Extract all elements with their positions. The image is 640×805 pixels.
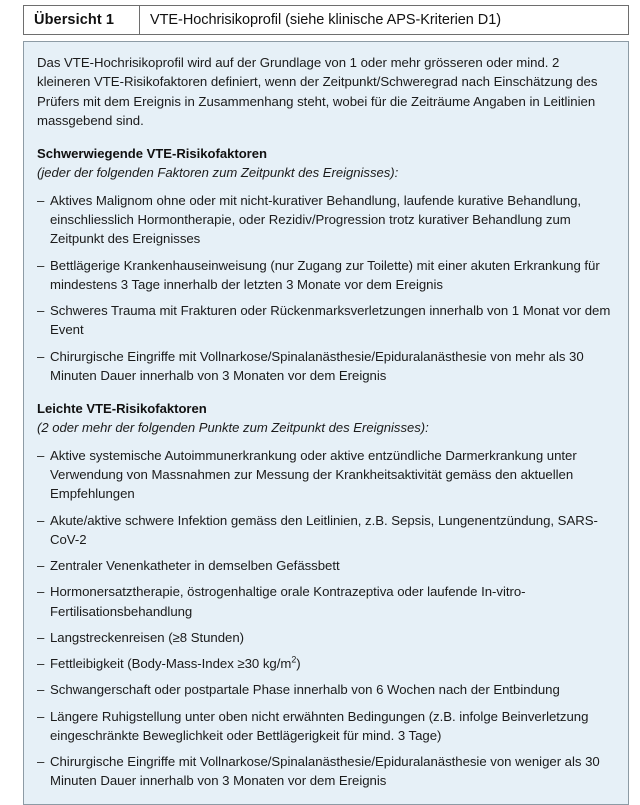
list-item-text: Hormonersatztherapie, östrogenhaltige orale Kontrazeptiva oder laufende In-vitro-Fertilisationsbehandlung <box>50 584 526 619</box>
list-item-text: Schwangerschaft oder postpartale Phase innerhalb von 6 Wochen nach der Entbindung <box>50 682 560 698</box>
list-item-text: Chirurgische Eingriffe mit Vollnarkose/Spinalanästhesie/Epiduralanästhesie von weniger als 30 Minuten Dauer innerhalb von 3 Monaten vor dem Ereignis <box>50 754 600 789</box>
list-item <box>37 680 616 699</box>
risk-factor-list <box>37 191 616 385</box>
dash-bullet-icon: – <box>37 708 45 724</box>
dash-bullet-icon: – <box>37 447 45 463</box>
list-item <box>37 556 616 575</box>
section-subheading: (jeder der folgenden Faktoren zum Zeitpunkt des Ereignisses): <box>37 164 399 180</box>
list-item-text: Aktive systemische Autoimmunerkrankung oder aktive entzündliche Darmerkrankung unter Verwendung von Massnahmen zur Messung der Krankheitsaktivität gemäss den aktuellen Empfehlungen <box>50 447 577 502</box>
list-item <box>37 191 616 249</box>
list-item <box>37 347 616 386</box>
dash-bullet-icon: – <box>37 682 45 698</box>
dash-bullet-icon: – <box>37 512 45 528</box>
figure-number-label: Übersicht 1 <box>34 12 115 28</box>
dash-bullet-icon: – <box>37 257 45 273</box>
list-item <box>37 628 616 647</box>
dash-bullet-icon: – <box>37 656 45 672</box>
dash-bullet-icon: – <box>37 754 45 770</box>
list-item-text: Fettleibigkeit (Body-Mass-Index ≥30 $kg/m^2$) <box>50 654 301 672</box>
risk-factor-list <box>37 446 616 791</box>
list-item-text: Bettlägerige Krankenhauseinweisung (nur Zugang zur Toilette) mit einer akuten Erkrankung für mindestens 3 Tage innerhalb der letzten 3 Monate vor dem Ereignis <box>50 257 600 292</box>
section-minor-risk-factors <box>37 400 616 791</box>
list-item-text: Zentraler Venenkatheter in demselben Gefässbett <box>50 558 340 574</box>
section-heading: Schwerwiegende VTE-Risikofaktoren <box>37 146 267 162</box>
list-item <box>37 707 616 746</box>
dash-bullet-icon: – <box>37 348 45 364</box>
section-heading: Leichte VTE-Risikofaktoren <box>37 401 207 417</box>
list-item <box>37 256 616 295</box>
list-item <box>37 446 616 504</box>
section-subheading: (2 oder mehr der folgenden Punkte zum Zeitpunkt des Ereignisses): <box>37 419 429 435</box>
list-item-text: Längere Ruhigstellung unter oben nicht erwähnten Bedingungen (z.B. infolge Beinverletzung eingeschränkte Beweglichkeit oder Bettlägerigkeit für mind. 3 Tage) <box>50 708 589 743</box>
list-item <box>37 301 616 340</box>
list-item-text: Chirurgische Eingriffe mit Vollnarkose/Spinalanästhesie/Epiduralanästhesie von mehr als 30 Minuten Dauer innerhalb von 3 Monaten vor dem Ereignis <box>50 348 584 383</box>
dash-bullet-icon: – <box>37 192 45 208</box>
figure-header <box>23 5 629 35</box>
intro-paragraph: Das VTE-Hochrisikoprofil wird auf der Grundlage von 1 oder mehr grösseren oder mind. 2 kleineren VTE-Risikofaktoren definiert, wenn der Zeitpunkt/Schweregrad nach Einschätzung des Prüfers mit dem Ereignis in Zusammenhang steht, wobei für die Zeiträume Angaben in Leitlinien massgebend sind. <box>37 55 598 128</box>
list-item <box>37 654 616 673</box>
list-item <box>37 511 616 550</box>
list-item <box>37 752 616 791</box>
dash-bullet-icon: – <box>37 558 45 574</box>
dash-bullet-icon: – <box>37 584 45 600</box>
list-item-text: Aktives Malignom ohne oder mit nicht-kurativer Behandlung, laufende kurative Behandlung, einschliesslich Hormontherapie, oder Rezidiv/Progression trotz kurativer Behandlung zum Zeitpunkt des Ereignisses <box>50 192 582 247</box>
list-item <box>37 582 616 621</box>
dash-bullet-icon: – <box>37 629 45 645</box>
list-item-text: Akute/aktive schwere Infektion gemäss den Leitlinien, z.B. Sepsis, Lungenentzündung, SARS-CoV-2 <box>50 512 598 547</box>
list-item-text: Schweres Trauma mit Frakturen oder Rückenmarksverletzungen innerhalb von 1 Monat vor dem Event <box>50 303 611 338</box>
figure-title: VTE-Hochrisikoprofil (siehe klinische APS-Kriterien D1) <box>150 12 502 28</box>
section-major-risk-factors <box>37 145 616 385</box>
figure-body <box>23 41 629 805</box>
overview-figure <box>23 5 629 805</box>
dash-bullet-icon: – <box>37 303 45 319</box>
list-item-text: Langstreckenreisen (≥8 Stunden) <box>50 629 244 645</box>
